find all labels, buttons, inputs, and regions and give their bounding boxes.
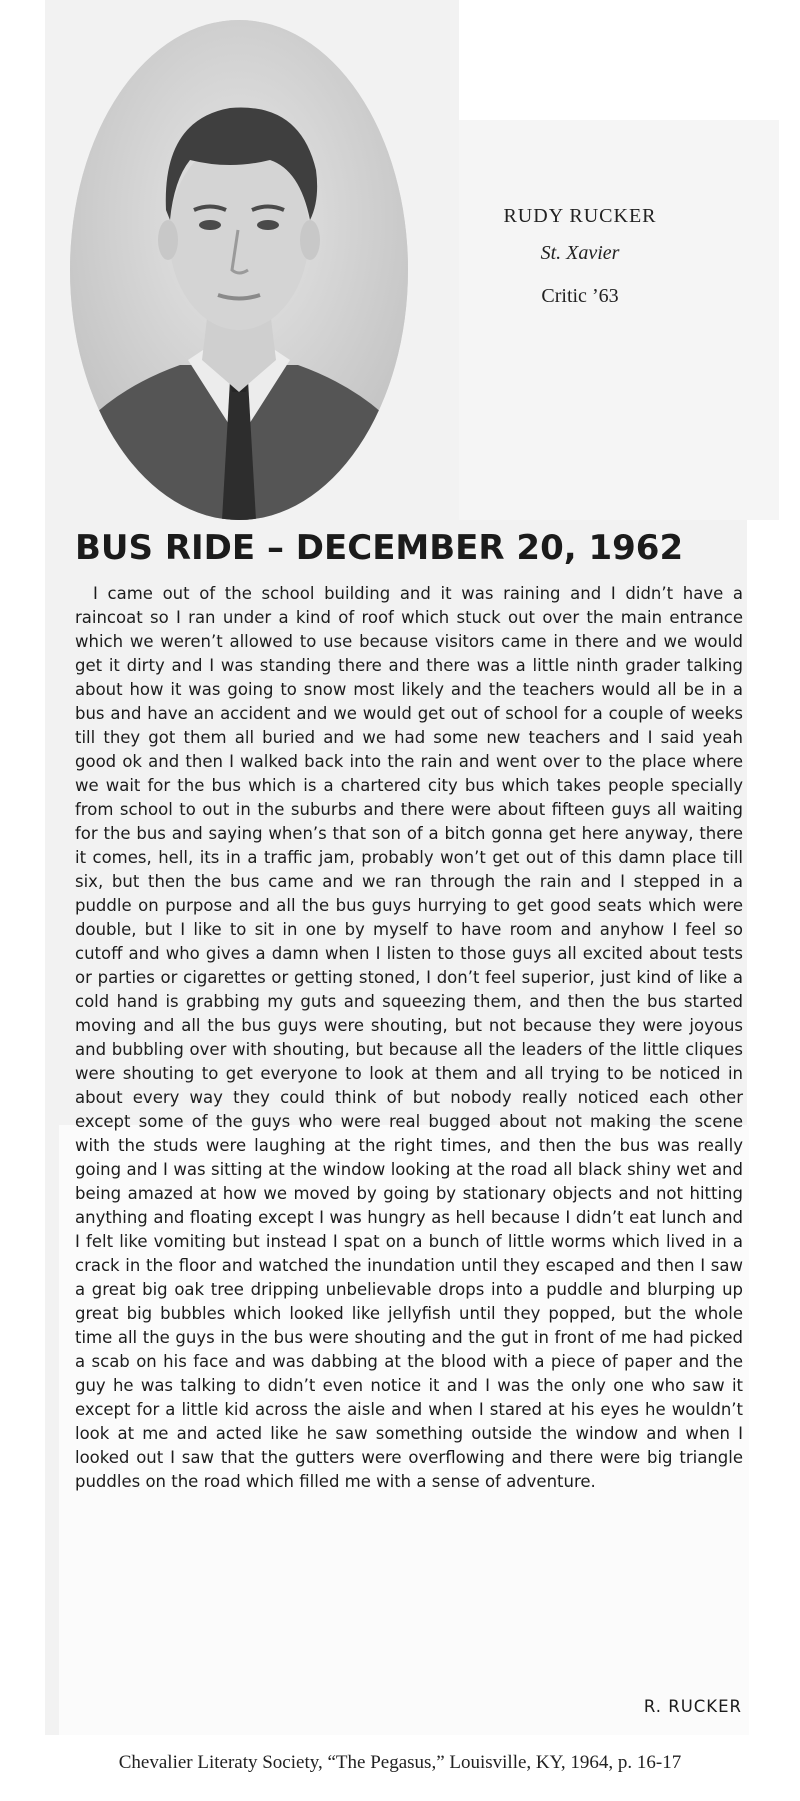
story-body: I came out of the school building and it was raining and I didn’t have a raincoat so I ran under a kind of roof which stuck out over the main entrance which we weren’t allowed to use because visitors came in there and we would get it dirty and I was standing there and there was a little ninth grader talking about how it was going to snow most likely and the teachers would all be in a bus and have an accident and we would get out of school for a couple of weeks till they got them all buried and we had some new teachers and I said yeah good ok and then I walked back into the rain and went over to the place where we wait for the bus which is a chartered city bus which takes people specially from school to out in the suburbs and there were about fifteen guys all waiting for the bus and saying when’s that son of a bitch gonna get here anyway, there it comes, hell, its in a traffic jam, probably won’t get out of this damn place till six, but then the bus came and we ran through the rain and I stepped in a puddle on purpose and all the bus guys hurrying to get good seats which were double, but I like to sit in one by myself to have room and anyhow I feel so cutoff and who gives a damn when I listen to those guys all excited about tests or parties or cigarettes or getting stoned, I don’t feel superior, just kind of like a cold hand is grabbing my guts and squeezing them, and then the bus started moving and all the bus guys were shouting, but not because they were joyous and bubbling over with shouting, but because all the leaders of the little cliques were shouting to get everyone to look at them and all trying to be noticed in about every way they could think of but nobody really noticed each other except some of the guys who were real bugged about not making the scene with the studs were laughing at the right times, and then the bus was really going and I was sitting at the window looking at the road all black shiny wet and being amazed at how we moved by going by stationary objects and not hitting anything and floating except I was hungry as hell because I didn’t eat lunch and I felt like vomiting but instead I spat on a bunch of little worms which lived in a crack in the floor and watched the inundation until they escaped and then I saw a great big oak tree dripping unbelievable drops into a puddle and blurping up great big bubbles which looked like jellyfish until they popped, but the whole time all the guys in the bus were shouting and the gut in front of me had picked a scab on his face and was dabbing at the blood with a piece of paper and the guy he was talking to didn’t even notice it and I was the only one who saw it except for a little kid across the aisle and when I stared at his eyes he wouldn’t look at me and acted like he saw something outside the window and when I looked out I saw that the gutters were overflowing and there were big triangle puddles on the road which filled me with a sense of adventure.	[75, 584, 743, 1491]
author-school: St. Xavier	[540, 242, 620, 264]
source-caption: Chevalier Literaty Society, “The Pegasus,” Louisville, KY, 1964, p. 16-17	[118, 1752, 682, 1773]
author-portrait-photo	[70, 20, 408, 520]
story-signature: R. RUCKER	[643, 1697, 742, 1716]
author-class: Critic ’63	[541, 285, 619, 307]
author-byline	[480, 205, 680, 308]
clipping-byline-panel	[459, 120, 779, 520]
author-name: RUDY RUCKER	[503, 205, 657, 227]
portrait-image	[70, 20, 408, 520]
story-title: BUS RIDE – DECEMBER 20, 1962	[75, 528, 684, 568]
